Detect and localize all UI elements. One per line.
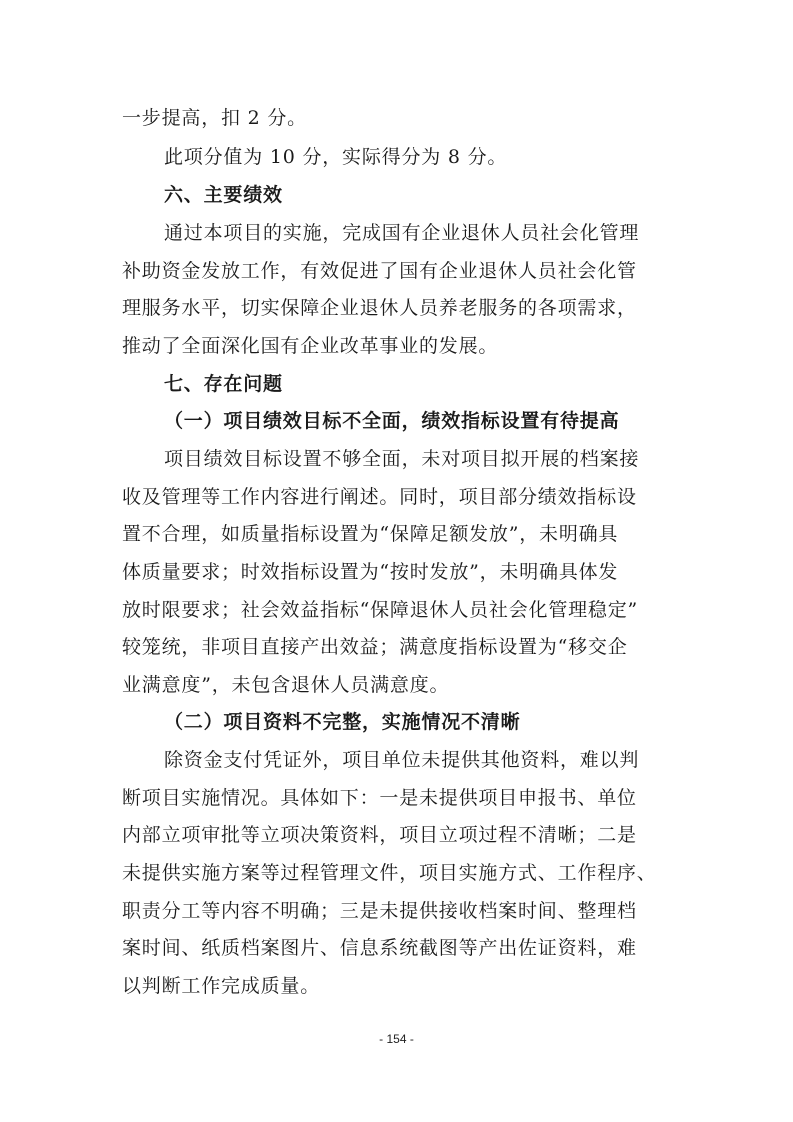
section-heading: 七、存在问题 (164, 373, 283, 395)
paragraph-line: 断项目实施情况。具体如下：一是未提供项目申报书、单位 (122, 787, 637, 809)
paragraph-line: 收及管理等工作内容进行阐述。同时，项目部分绩效指标设 (122, 486, 637, 508)
section-heading: 六、主要绩效 (164, 184, 283, 206)
subsection-heading: （一）项目绩效目标不全面，绩效指标设置有待提高 (164, 410, 620, 432)
subsection-heading: （二）项目资料不完整，实施情况不清晰 (164, 711, 521, 733)
paragraph-line: 职责分工等内容不明确；三是未提供接收档案时间、整理档 (122, 900, 637, 922)
paragraph-line: 此项分值为 10 分，实际得分为 8 分。 (164, 146, 508, 168)
paragraph-line: 放时限要求；社会效益指标“保障退休人员社会化管理稳定” (122, 599, 639, 621)
paragraph-line: 补助资金发放工作，有效促进了国有企业退休人员社会化管 (122, 260, 637, 282)
paragraph-line: 案时间、纸质档案图片、信息系统截图等产出佐证资料，难 (122, 937, 637, 959)
paragraph-line: 一步提高，扣 2 分。 (122, 107, 307, 129)
paragraph-line: 置不合理，如质量指标设置为“保障足额发放”，未明确具 (122, 523, 619, 545)
paragraph-line: 项目绩效目标设置不够全面，未对项目拟开展的档案接 (164, 448, 640, 470)
page-number: - 154 - (379, 1032, 414, 1046)
paragraph-line: 体质量要求；时效指标设置为“按时发放”，未明确具体发 (122, 561, 619, 583)
paragraph-line: 理服务水平，切实保障企业退休人员养老服务的各项需求， (122, 297, 637, 319)
paragraph-line: 推动了全面深化国有企业改革事业的发展。 (122, 335, 499, 357)
paragraph-line: 通过本项目的实施，完成国有企业退休人员社会化管理 (164, 222, 640, 244)
paragraph-line: 除资金支付凭证外，项目单位未提供其他资料，难以判 (164, 749, 640, 771)
paragraph-line: 内部立项审批等立项决策资料，项目立项过程不清晰；二是 (122, 824, 637, 846)
paragraph-line: 未提供实施方案等过程管理文件，项目实施方式、工作程序、 (122, 862, 657, 884)
paragraph-line: 以判断工作完成质量。 (122, 975, 321, 997)
paragraph-line: 较笼统，非项目直接产出效益；满意度指标设置为“移交企 (122, 636, 628, 658)
paragraph-line: 业满意度”，未包含退休人员满意度。 (122, 674, 450, 696)
